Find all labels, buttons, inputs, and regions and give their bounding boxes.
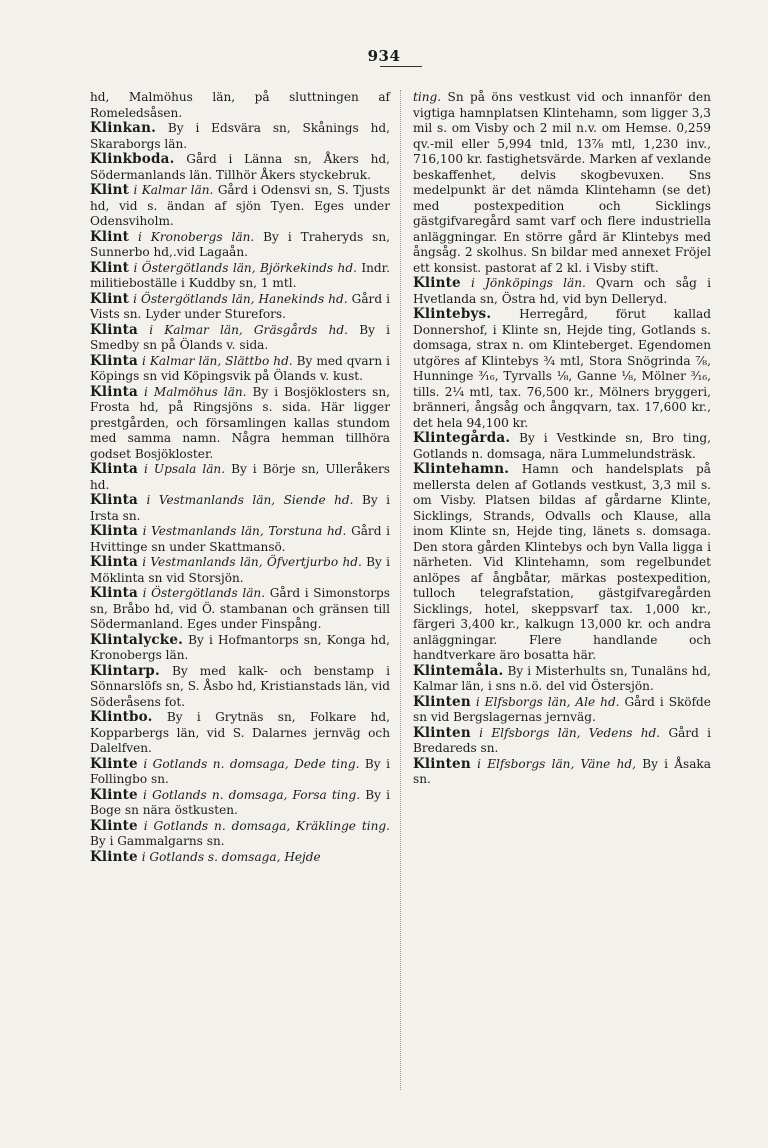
dictionary-entry — [413, 90, 711, 276]
entry-text: By i Edsvära sn, Skånings hd, Skaraborgs län. — [90, 121, 390, 151]
entry-headword: Klinten — [413, 755, 471, 772]
entry-location: i Gotlands n. domsaga, Forsa ting. — [143, 787, 361, 802]
entry-text: By i Vestkinde sn, Bro ting, Gotlands n. domsaga, nära Lummelundsträsk. — [413, 431, 711, 461]
entry-text: Qvarn och såg i Hvetlanda sn, Östra hd, vid byn Delleryd. — [413, 276, 711, 306]
entry-location: i Malmöhus län. — [143, 384, 247, 399]
entry-text: By i Misterhults sn, Tunaläns hd, Kalmar län, i sns n.ö. del vid Östersjön. — [413, 663, 711, 693]
entry-text: By i Börje sn, Ulleråkers hd. — [90, 462, 390, 492]
entry-headword: Klinta — [90, 461, 138, 477]
dictionary-entry — [90, 850, 390, 866]
dictionary-entry — [90, 385, 390, 463]
dictionary-entry — [90, 819, 390, 850]
entry-text: Herregård, förut kallad Donnershof, i Klinte sn, Hejde ting, Gotlands s. domsaga, strax n. om Klinteberget. Egendomen utgöres af Klintebys ¾ mtl, Stora Snögrinda ⅞, Hunninge ³⁄₁₆, Tyrvalls ⅛, Ganne ⅛, Mölner ³⁄₁₆, tills. 2¼ mtl, tax. 76,500 kr., Mölners bryggeri, bränneri, ångsåg och ångqvarn, tax. 17,600 kr., det hela 94,100 kr. — [413, 307, 711, 430]
entry-location: i Elfsborgs län, Vedens hd. — [479, 725, 661, 740]
entry-headword: Klinta — [90, 523, 138, 539]
entry-text: Gård i Bredareds sn. — [413, 725, 711, 755]
entry-headword: Klinten — [413, 693, 471, 710]
entry-text: By med qvarn i Köpings sn vid Köpingsvik på Ölands v. kust. — [90, 353, 390, 383]
entry-headword: Klinte — [413, 275, 461, 291]
entry-text: By i Grytnäs sn, Folkare hd, Kopparbergs län, vid S. Dalarnes jernväg och Dalelfven. — [90, 710, 390, 755]
left-column — [90, 90, 390, 865]
entry-headword: Klintegårda. — [413, 430, 511, 446]
entry-text: Gård i Simonstorps sn, Bråbo hd, vid Ö. stambanan och gränsen till Södermanland. Eges under Finspång. — [90, 586, 390, 631]
entry-headword: Klinte — [90, 755, 138, 772]
dictionary-entry — [90, 493, 390, 524]
entry-headword: Klinta — [90, 585, 138, 601]
dictionary-entry — [90, 462, 390, 493]
entry-text: Gård i Hvittinge sn under Skattmansö. — [90, 524, 390, 554]
dictionary-entry — [90, 230, 390, 261]
entry-location: i Kalmar län. — [133, 183, 214, 197]
entry-location: i Kalmar län, Slättbo hd. — [142, 353, 293, 368]
entry-text: By i Åsaka sn. — [413, 756, 711, 786]
entry-text: By i Bosjöklosters sn, Frosta hd, på Ringsjöns s. sida. Här ligger prestgården, och församlingen kallas stundom med samma namn. Några hemman tillhöra godset Bosjökloster. — [90, 384, 390, 461]
entry-location: i Östergötlands län, Hanekinds hd. — [133, 291, 348, 306]
entry-headword: Klinta — [90, 492, 138, 508]
entry-location: i Vestmanlands län, Öfvertjurbo hd. — [142, 555, 362, 569]
entry-text: By i Follingbo sn. — [90, 756, 390, 786]
entry-location: i Östergötlands län. — [142, 586, 266, 600]
entry-text: Gård i Vists sn. Lyder under Sturefors. — [90, 291, 390, 321]
entry-headword: Klint — [90, 182, 130, 198]
dictionary-entry — [90, 555, 390, 586]
entry-location: i Elfsborgs län, Väne hd, — [477, 756, 636, 771]
entry-text: Gård i Sköfde sn vid Bergslagernas jernväg. — [413, 694, 711, 724]
entry-text: Gård i Länna sn, Åkers hd, Södermanlands län. Tillhör Åkers styckebruk. — [90, 152, 390, 182]
entry-headword: Klinte — [90, 786, 138, 803]
entry-headword: Klint — [90, 259, 130, 276]
dictionary-entry — [413, 276, 711, 307]
entry-headword: Klinta — [90, 383, 138, 400]
dictionary-entry — [413, 757, 711, 788]
entry-location: i Gotlands s. domsaga, Hejde — [141, 849, 321, 864]
entry-text: By i Hofmantorps sn, Konga hd, Kronobergs län. — [90, 632, 390, 662]
dictionary-entry — [90, 788, 390, 819]
entry-headword: Klinkan. — [90, 120, 157, 136]
dictionary-entry — [413, 726, 711, 757]
dictionary-entry — [90, 90, 390, 121]
dictionary-entry — [90, 633, 390, 664]
entry-text: By i Gammalgarns sn. — [90, 834, 225, 848]
dictionary-entry — [90, 757, 390, 788]
entry-location: i Upsala län. — [144, 462, 226, 476]
entry-headword: Klinta — [90, 554, 138, 570]
entry-text: By i Traheryds sn, Sunnerbo hd,.vid Lagaån. — [90, 229, 390, 259]
dictionary-entry — [90, 323, 390, 354]
entry-headword: Klinta — [90, 352, 138, 369]
entry-text: By i Irsta sn. — [90, 493, 390, 523]
entry-text: Gård i Odensvi sn, S. Tjusts hd, vid s. ändan af sjön Tyen. Eges under Odensviholm. — [90, 183, 390, 228]
entry-text: By i Boge sn nära östkusten. — [90, 787, 390, 817]
entry-headword: Klint — [90, 228, 130, 245]
entry-headword: Klintehamn. — [413, 461, 510, 477]
dictionary-entry — [413, 664, 711, 695]
dictionary-entry — [90, 524, 390, 555]
dictionary-entry — [90, 261, 390, 292]
dictionary-entry — [90, 586, 390, 633]
entry-location: ting. — [413, 90, 442, 104]
entry-headword: Klintebys. — [413, 306, 492, 322]
header-rule — [380, 66, 422, 67]
entry-location: i Jönköpings län. — [471, 276, 586, 290]
entry-headword: Klinkboda. — [90, 151, 175, 167]
entry-text: Indr. militieboställe i Kuddby sn, 1 mtl. — [90, 260, 390, 290]
entry-headword: Klinta — [90, 321, 138, 338]
entry-location: i Östergötlands län, Björkekinds hd. — [133, 260, 357, 275]
dictionary-entry — [413, 431, 711, 462]
entry-text: Sn på öns vestkust vid och innanför den vigtiga hamnplatsen Klintehamn, som ligger 3,3 mil s. om Visby och 2 mil n.v. om Hemse. 0,259 qv.-mil eller 5,994 tnld, 13⅞ mtl, 1,230 inv., 716,100 kr. fastighetsvärde. Marken af vexlande beskaffenhet, delvis skogbevuxen. Sns medelpunkt är det nämda Klintehamn (se det) med postexpedition och Sicklings gästgifvaregård samt varf och flere industriella anläggningar. En större gård är Klintebys med ångsåg. 2 skolhus. Sn bildar med annexet Fröjel ett konsist. pastorat af 2 kl. i Visby stift. — [413, 90, 711, 275]
dictionary-entry — [413, 307, 711, 431]
entry-location: i Vestmanlands län, Torstuna hd. — [142, 524, 347, 538]
entry-location: i Gotlands n. domsaga, Dede ting. — [143, 756, 360, 771]
entry-headword: Klintbo. — [90, 709, 153, 725]
entry-location: i Elfsborgs län, Ale hd. — [475, 694, 620, 709]
dictionary-entry — [413, 695, 711, 726]
page-number: 934 — [367, 47, 401, 65]
entry-location: i Vestmanlands län, Siende hd. — [146, 493, 354, 507]
entry-headword: Klinten — [413, 724, 471, 741]
column-divider — [400, 90, 402, 1090]
dictionary-entry — [90, 121, 390, 152]
dictionary-entry — [90, 292, 390, 323]
entry-text: By i Möklinta sn vid Storsjön. — [90, 555, 390, 585]
entry-text: hd, Malmöhus län, på sluttningen af Romeledsåsen. — [90, 90, 390, 120]
entry-text: By i Smedby sn på Ölands v. sida. — [90, 322, 390, 352]
entry-location: i Gotlands n. domsaga, Kräklinge ting. — [143, 818, 390, 833]
entry-location: i Kalmar län, Gräsgårds hd. — [149, 322, 348, 337]
entry-headword: Klinte — [90, 848, 138, 865]
dictionary-entry — [90, 152, 390, 183]
dictionary-entry — [90, 710, 390, 757]
right-column — [413, 90, 711, 788]
entry-text: By med kalk- och benstamp i Sönnarslöfs sn, S. Åsbo hd, Kristianstads län, vid Söderåsens fot. — [90, 663, 390, 709]
dictionary-entry — [413, 462, 711, 664]
entry-headword: Klintalycke. — [90, 631, 184, 648]
dictionary-entry — [90, 664, 390, 711]
entry-location: i Kronobergs län. — [137, 229, 255, 244]
entry-text: Hamn och handelsplats på mellersta delen af Gotlands vestkust, 3,3 mil s. om Visby. Platsen bildas af gårdarne Klinte, Sicklings, Strands, Odvalls och Klause, alla inom Klinte sn, Hejde ting, länets s. domsaga. Den stora gården Klintebys och byn Valla ligga i närheten. Vid Klintehamn, som regelbundet anlöpes af ångbåtar, märkas postexpedition, tulloch telegrafstation, gästgifvaregården Sicklings, hotel, skeppsvarf tax. 1,000 kr., färgeri 3,400 kr., kalkugn 13,000 kr. och andra anläggningar. Flere handlande och handtverkare äro bosatta här. — [413, 462, 711, 662]
dictionary-entry — [90, 183, 390, 230]
entry-headword: Klinte — [90, 817, 138, 834]
dictionary-entry — [90, 354, 390, 385]
entry-headword: Klintarp. — [90, 662, 160, 679]
entry-headword: Klintemåla. — [413, 662, 504, 679]
entry-headword: Klint — [90, 290, 130, 307]
